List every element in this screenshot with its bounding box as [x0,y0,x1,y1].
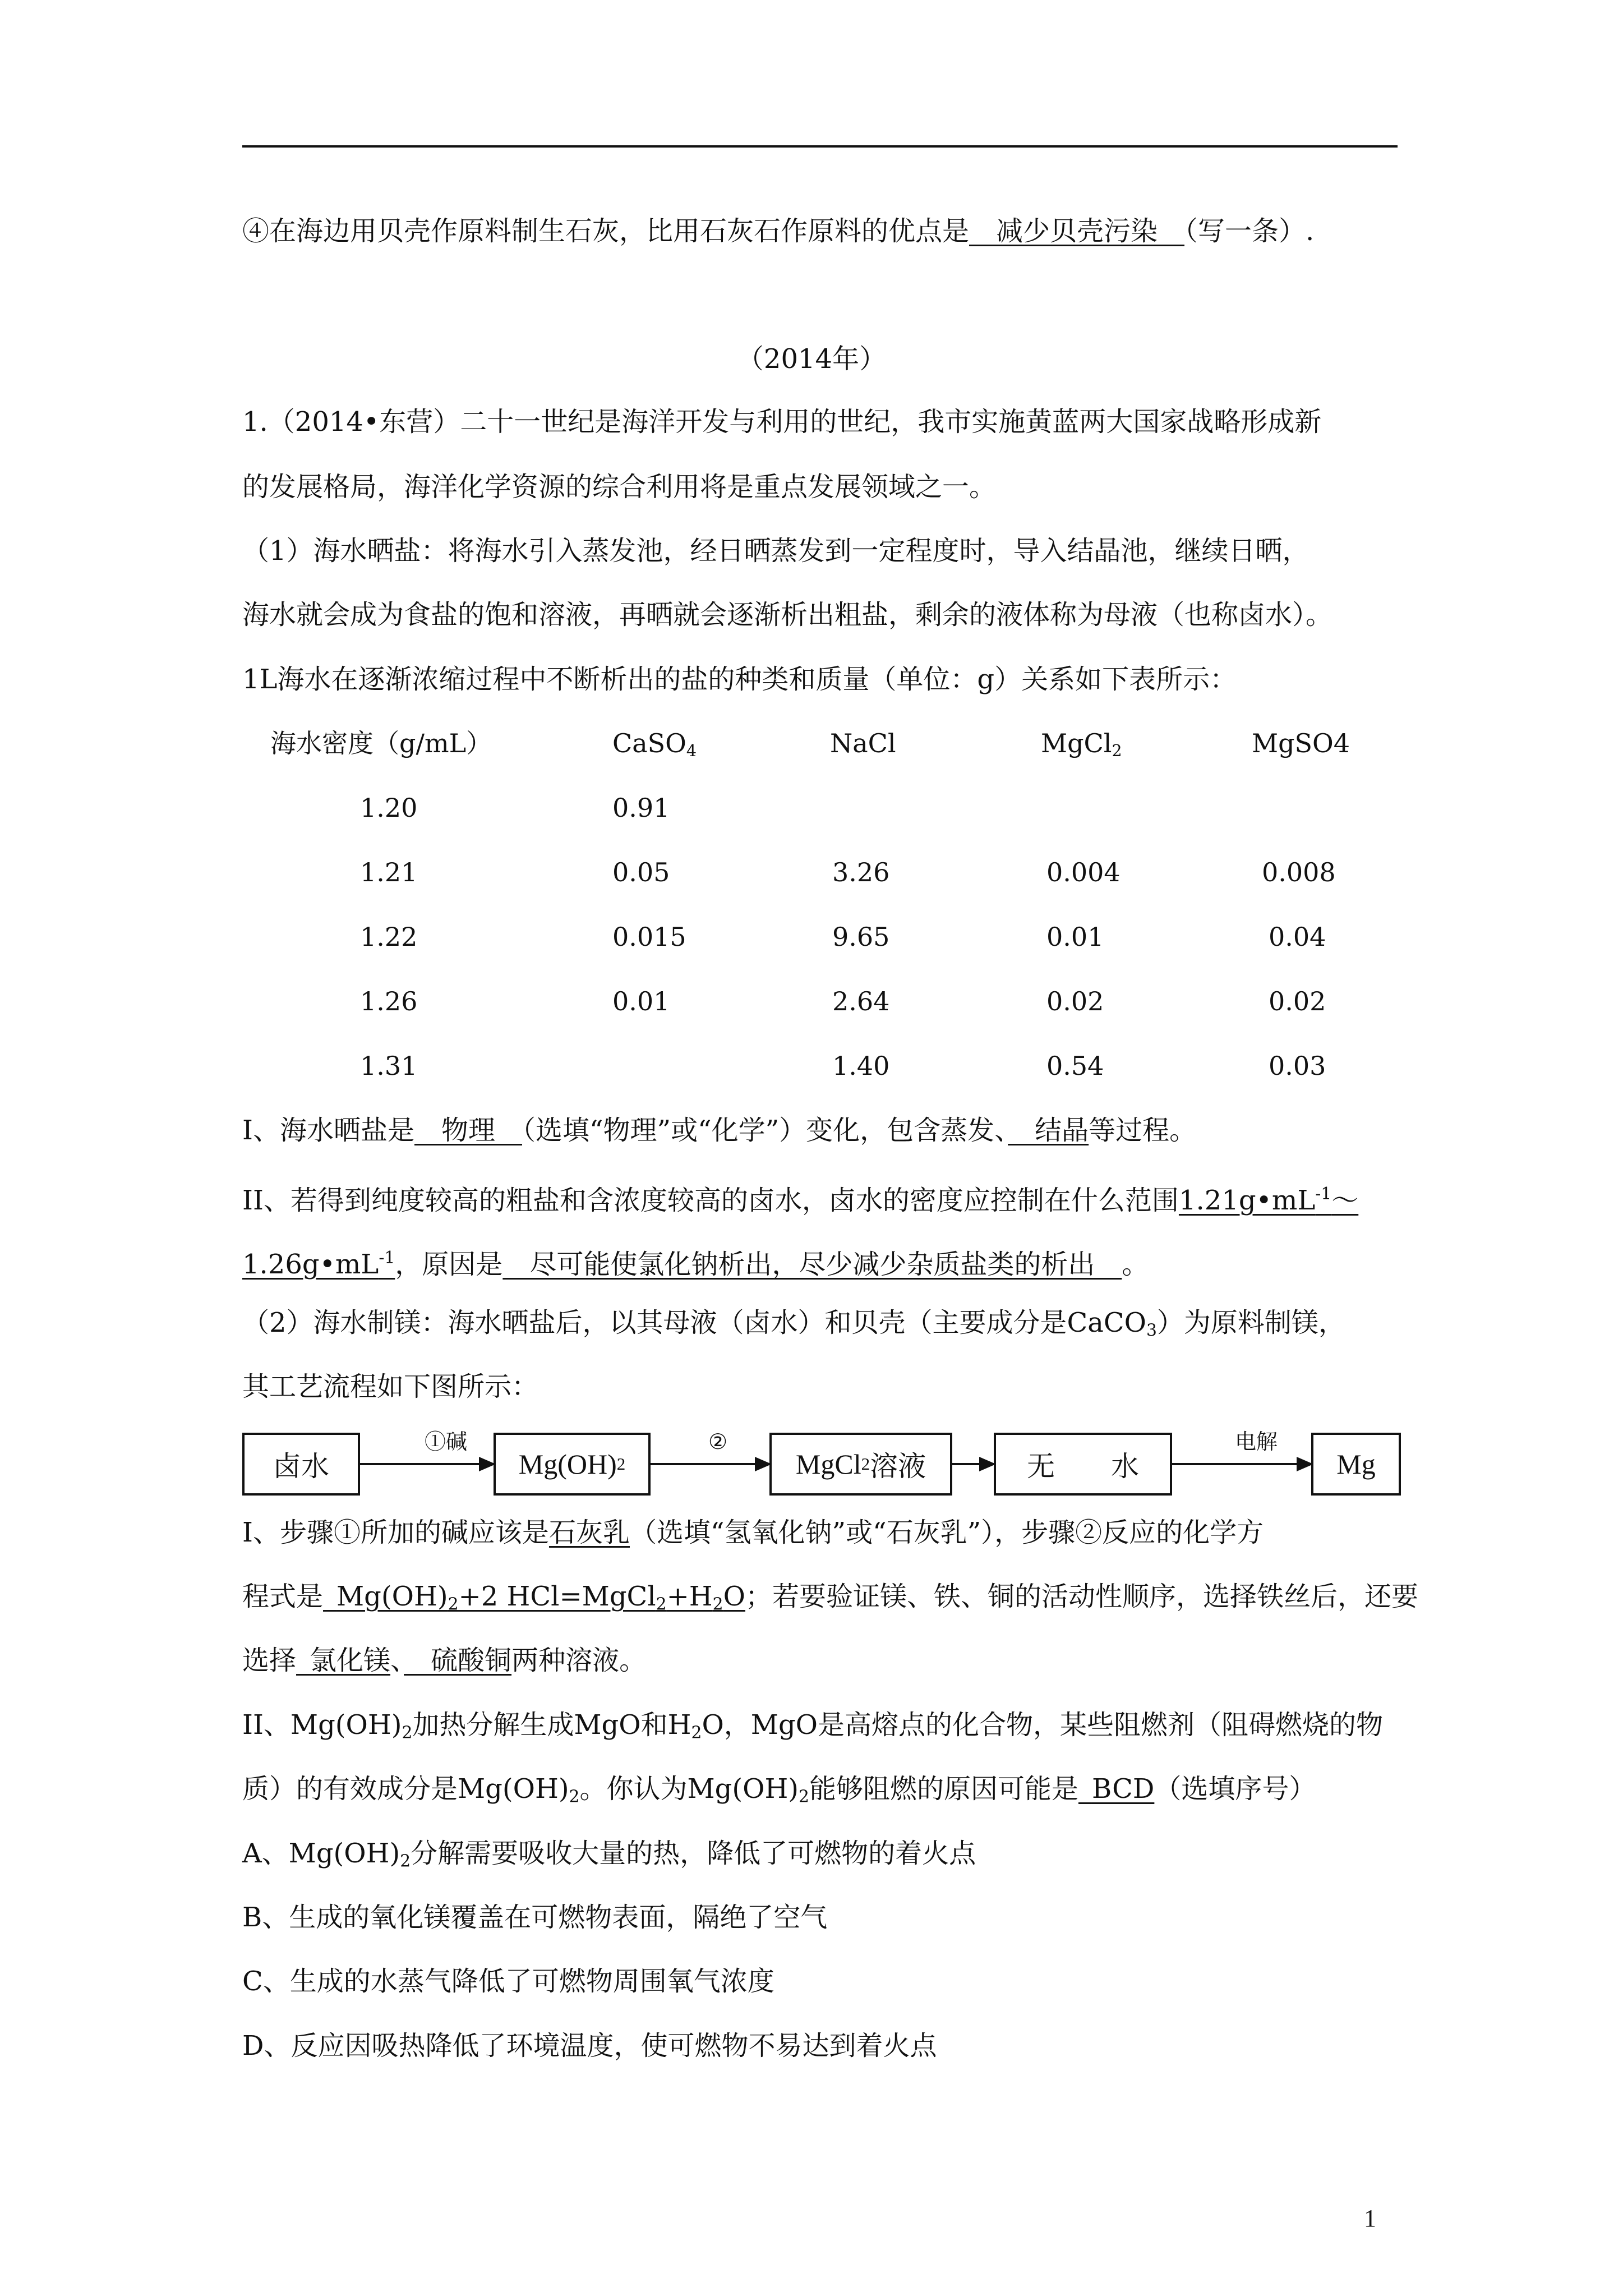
mgcl2-sub: 2 [1112,742,1122,761]
q1-line1: 1.（2014•东营）二十一世纪是海洋开发与利用的世纪，我市实施黄蓝两大国家战略形成新 [242,406,1322,438]
answer-range-start [1179,1185,1358,1216]
part2-line1 [242,1306,1345,1347]
table-cell: 0.01 [1046,922,1104,952]
table-cell: 0.015 [612,922,686,952]
i-mid: （选填“物理”或“化学”）变化，包含蒸发、 [522,1115,1008,1146]
part1-answer-ii-line2 [242,1241,1149,1281]
flow-box-mgcl2-solution [769,1433,952,1496]
answer-crystallize: 结晶 [1008,1115,1089,1146]
ii-l2-a: 质）的有效成分是Mg(OH) [242,1773,569,1805]
reason-prefix: ，原因是 [395,1248,503,1280]
table-cell: 0.91 [612,793,670,823]
range-b-sup: -1 [379,1248,395,1268]
table-header-caso4 [612,726,697,768]
flow-box-mg: Mg [1311,1433,1401,1496]
option-d: D、反应因吸热降低了环境温度，使可燃物不易达到着火点 [242,2030,937,2062]
table-cell: 0.01 [612,986,670,1016]
part2-answer-line2 [242,1580,1418,1621]
part2-text-b: ）为原料制镁， [1156,1307,1345,1338]
ii-prefix: II、若得到纯度较高的粗盐和含浓度较高的卤水，卤水的密度应控制在什么范围 [242,1184,1179,1216]
range-tilde: ～ [1331,1184,1359,1216]
ii-l1-c: O，MgO是高熔点的化合物，某些阻燃剂（阻碍燃烧的物 [702,1709,1384,1741]
mgcl2-tail: 溶液 [870,1451,926,1482]
caso4-sub: 4 [686,742,697,761]
range-a: 1.21g•mL [1178,1184,1316,1216]
q1-part1-line2: 海水就会成为食盐的饱和溶液，再晒就会逐渐析出粗盐，剩余的液体称为母液（也称卤水）。 [242,599,1333,631]
ii-l1-a: II、Mg(OH) [242,1709,402,1741]
flow-arrow-2 [651,1463,769,1465]
part2-answer-line3 [242,1644,646,1677]
answer-lime-milk: 石灰乳 [548,1517,630,1548]
flow-arrow-1 [360,1463,494,1465]
q1-line2: 的发展格局，海洋化学资源的综合利用将是重点发展领域之一。 [242,471,997,503]
part2-text-a: （2）海水制镁：海水晒盐后，以其母液（卤水）和贝壳（主要成分是CaCO [242,1307,1146,1338]
part2-line2: 其工艺流程如下图所示： [242,1371,539,1402]
flow-arrow-4 [1172,1463,1311,1465]
l3-suffix: 两种溶液。 [511,1645,647,1676]
l3-prefix: 选择 [242,1645,297,1676]
table-cell: 0.008 [1262,857,1336,887]
l1-suffix: （选填“氢氧化钠”或“石灰乳”），步骤②反应的化学方 [629,1517,1264,1548]
table-header-nacl: NaCl [830,728,896,758]
i-suffix: 等过程。 [1089,1115,1197,1146]
ii-l1-b: 加热分解生成MgO和H [412,1709,691,1741]
ii-l2-sub2: 2 [799,1787,809,1807]
answer-physical: 物理 [414,1115,522,1146]
table-cell: 0.05 [612,857,670,887]
eq-sub1: 2 [448,1594,459,1614]
l2-suffix: ；若要验证镁、铁、铜的活动性顺序，选择铁丝后，还要 [745,1581,1418,1612]
flow-label-step2: ② [708,1429,728,1454]
range-b: 1.26g•mL [242,1248,379,1280]
part1-answer-i [242,1114,1196,1147]
option-a [242,1837,976,1878]
ii-l2-sub1: 2 [569,1787,580,1807]
range-a-sup: -1 [1315,1184,1332,1204]
ii-l1-sub1: 2 [402,1723,413,1743]
table-cell: 0.02 [1046,986,1104,1016]
mgoh2-text: Mg(OH) [518,1448,617,1480]
table-header-mgso4: MgSO4 [1252,728,1350,758]
answer-cuso4: 硫酸铜 [404,1645,512,1676]
answer-range-end [242,1249,395,1280]
q1-part1-line1: （1）海水晒盐：将海水引入蒸发池，经日晒蒸发到一定程度时，导入结晶池，继续日晒， [242,535,1310,567]
table-cell: 0.04 [1269,922,1326,952]
flow-box-mgoh2 [494,1433,651,1496]
eq-c: +H [666,1581,713,1612]
flow-arrow-3 [952,1463,994,1465]
mgcl2-sub: 2 [861,1454,870,1474]
table-cell: 3.26 [832,857,890,887]
flow-label-base: ①碱 [424,1429,467,1454]
table-header-density: 海水密度（g/mL） [270,728,492,758]
table-cell: 0.004 [1046,857,1121,887]
ii-l2-c: 能够阻燃的原因可能是 [809,1773,1078,1805]
mgcl2-text: MgCl [1041,728,1112,758]
part2-ii-line1 [242,1708,1383,1750]
table-cell: 1.26 [360,986,418,1016]
table-header-mgcl2 [1041,726,1122,768]
l2-prefix: 程式是 [242,1581,324,1612]
answer-mgcl2 [296,1645,390,1676]
ii-l2-suffix: （选填序号） [1154,1773,1316,1805]
eq-d: O [723,1581,745,1612]
ii-l1-sub2: 2 [691,1723,702,1743]
option-c: C、生成的水蒸气降低了可燃物周围氧气浓度 [242,1966,774,1997]
header-rule [242,145,1398,148]
q1-part1-line3: 1L海水在逐渐浓缩过程中不断析出的盐的种类和质量（单位：g）关系如下表所示： [242,664,1237,695]
flow-label-electrolysis: 电解 [1234,1429,1278,1454]
option-b: B、生成的氧化镁覆盖在可燃物表面，隔绝了空气 [242,1902,828,1933]
part2-answer-line1 [242,1516,1264,1549]
caso4-text: CaSO [612,728,686,758]
l3-sep: 、 [390,1645,404,1676]
option-a-text2: 分解需要吸收大量的热，降低了可燃物的着火点 [411,1838,976,1869]
flow-box-brine: 卤水 [242,1433,360,1496]
option-a-text1: A、Mg(OH) [242,1838,400,1869]
part1-answer-ii-line1 [242,1177,1358,1217]
l1-prefix: I、步骤①所加的碱应该是 [242,1517,549,1548]
intro-q4 [242,214,1314,248]
i-prefix: I、海水晒盐是 [242,1115,414,1146]
flow-box-anhydrous: 无 水 [994,1433,1172,1496]
ii-l2-b: 。你认为Mg(OH) [579,1773,799,1805]
option-a-sub: 2 [400,1851,411,1871]
caco3-sub: 3 [1146,1320,1157,1341]
part2-ii-line2 [242,1772,1316,1814]
table-cell: 1.22 [360,922,418,952]
mgoh2-sub: 2 [616,1454,626,1474]
eq-sub2: 2 [656,1594,667,1614]
table-cell: 0.03 [1269,1051,1326,1081]
table-cell: 0.54 [1046,1051,1104,1081]
bcd-text: BCD [1091,1773,1155,1805]
table-cell: 9.65 [832,922,890,952]
table-cell: 1.21 [360,857,418,887]
section-heading: （2014年） [736,343,887,375]
ans1-text: 氯化镁 [310,1645,391,1676]
q4-suffix: （写一条）. [1184,215,1315,247]
reason-end: 。 [1122,1248,1149,1280]
q4-text: ④在海边用贝壳作原料制生石灰，比用石灰石作原料的优点是 [242,215,970,247]
q4-answer: 减少贝壳污染 [969,215,1185,247]
answer-bcd [1078,1773,1154,1805]
table-cell: 2.64 [832,986,890,1016]
table-cell: 1.31 [360,1051,418,1081]
table-cell: 1.40 [832,1051,890,1081]
eq-b: +2 HCl=MgCl [458,1581,656,1612]
mgcl2-text: MgCl [795,1448,861,1480]
eq-sub3: 2 [712,1594,723,1614]
answer-reason: 尽可能使氯化钠析出，尽少减少杂质盐类的析出 [502,1248,1122,1280]
page-number: 1 [1364,2205,1376,2232]
eq-a: Mg(OH) [336,1581,448,1612]
answer-equation [323,1581,745,1612]
table-cell: 1.20 [360,793,418,823]
table-cell: 0.02 [1269,986,1326,1016]
